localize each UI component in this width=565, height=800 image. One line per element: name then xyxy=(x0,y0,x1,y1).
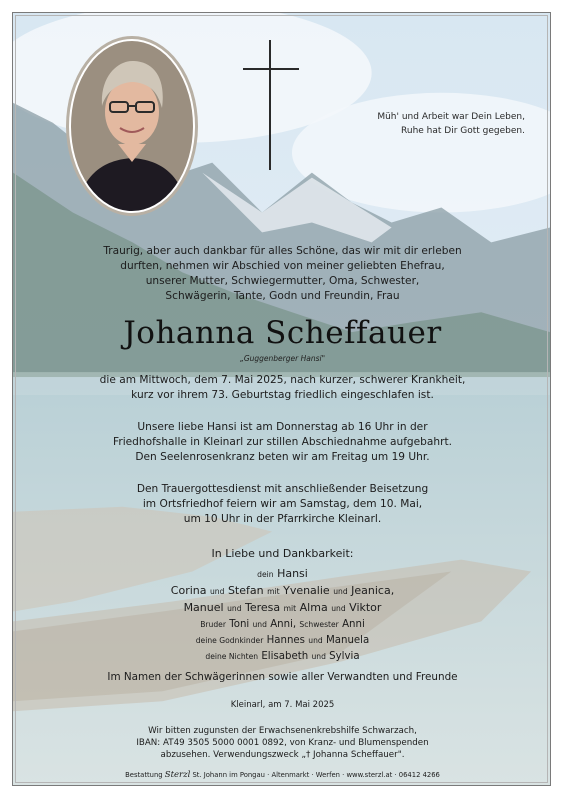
connector: und xyxy=(331,604,346,613)
connector: mit xyxy=(283,604,297,613)
husband-prefix: dein xyxy=(257,570,274,579)
funeral-home-logo: Sterzl xyxy=(164,770,191,780)
death-line: kurz vor ihrem 73. Geburtstag friedlich eingeschlafen ist. xyxy=(131,389,434,401)
relation-label: Schwester xyxy=(299,620,339,629)
footer-label: Bestattung xyxy=(125,771,163,779)
viewing-line: Unsere liebe Hansi ist am Donnerstag ab 16 Uhr in der xyxy=(137,421,428,433)
mourner-name: Toni xyxy=(229,619,250,630)
donation-line: IBAN: AT49 3505 5000 0001 0892, von Kranz- und Blumenspenden xyxy=(136,738,429,748)
mourner-name: Stefan xyxy=(227,584,264,597)
footer-text: St. Johann im Pongau · Altenmarkt · Werfen · www.sterzl.at · 06412 4266 xyxy=(192,771,440,779)
donation-line: abzusehen. Verwendungszweck „† Johanna Scheffauer". xyxy=(160,750,405,760)
service-line: im Ortsfriedhof feiern wir am Samstag, dem 10. Mai, xyxy=(142,498,423,510)
intro-line: unserer Mutter, Schwiegermutter, Oma, Schwester, xyxy=(145,275,420,287)
mourner-name: Anni, xyxy=(270,619,297,630)
mourner-row-nieces xyxy=(20,649,545,665)
viewing-line: Den Seelenrosenkranz beten wir am Freitag um 19 Uhr. xyxy=(135,451,430,463)
connector: und xyxy=(252,620,267,629)
connector: und xyxy=(311,652,326,661)
intro-text xyxy=(30,244,535,304)
mourners-heading: In Liebe und Dankbarkeit: xyxy=(211,547,354,560)
mourner-name: Anni xyxy=(342,619,365,630)
connector: und xyxy=(227,604,242,613)
mourners-closing: Im Namen der Schwägerinnen sowie aller Verwandten und Freunde xyxy=(107,671,458,683)
connector: mit xyxy=(267,587,280,596)
mourner-name: Manuel xyxy=(183,601,224,614)
donation-line: Wir bitten zugunsten der Erwachsenenkrebshilfe Schwarzach, xyxy=(148,726,417,736)
connector: und xyxy=(333,587,348,596)
mourner-row-children-2 xyxy=(20,600,545,617)
funeral-home-footer xyxy=(0,770,565,780)
service-text xyxy=(30,482,535,527)
portrait-photo xyxy=(66,36,198,216)
death-line: die am Mittwoch, dem 7. Mai 2025, nach kurzer, schwerer Krankheit, xyxy=(99,374,466,386)
mourner-name: Hannes xyxy=(266,635,305,646)
intro-line: Traurig, aber auch dankbar für alles Schöne, das wir mit dir erleben xyxy=(103,245,462,257)
mourner-row-husband xyxy=(20,566,545,583)
mourner-name: Alma xyxy=(299,601,328,614)
place-date: Kleinarl, am 7. Mai 2025 xyxy=(230,700,335,710)
mourner-name: Yvenalie xyxy=(283,584,330,597)
relation-label: Bruder xyxy=(200,620,226,629)
mourner-name: Sylvia xyxy=(329,651,360,662)
motto-line: Müh' und Arbeit war Dein Leben, xyxy=(377,112,525,122)
motto xyxy=(377,110,525,138)
viewing-line: Friedhofshalle in Kleinarl zur stillen Abschiednahme aufgebahrt. xyxy=(113,436,452,448)
relation-label: deine Godnkinder xyxy=(195,636,264,645)
husband-name: Hansi xyxy=(277,567,308,580)
donation-note xyxy=(0,725,565,761)
service-line: um 10 Uhr in der Pfarrkirche Kleinarl. xyxy=(183,513,382,525)
viewing-text xyxy=(30,420,535,465)
mourner-name: Manuela xyxy=(325,635,370,646)
mourners-list xyxy=(20,546,545,685)
mourner-row-godchildren xyxy=(20,633,545,649)
connector: und xyxy=(209,587,225,596)
cross-icon xyxy=(243,40,299,170)
intro-line: durften, nehmen wir Abschied von meiner geliebten Ehefrau, xyxy=(120,260,445,272)
relation-label: deine Nichten xyxy=(205,652,259,661)
mourner-name: Jeanica, xyxy=(351,584,395,597)
mourner-row-siblings xyxy=(20,617,545,633)
nickname: „Guggenberger Hansi" xyxy=(239,354,326,363)
intro-line: Schwägerin, Tante, Godn und Freundin, Frau xyxy=(165,290,400,302)
service-line: Den Trauergottesdienst mit anschließender Beisetzung xyxy=(136,483,429,495)
mourner-name: Viktor xyxy=(349,601,382,614)
mourner-name: Elisabeth xyxy=(261,651,309,662)
death-text xyxy=(30,373,535,403)
deceased-name: Johanna Scheffauer xyxy=(123,315,442,351)
mourner-row-children-1 xyxy=(20,583,545,600)
connector: und xyxy=(308,636,323,645)
mourner-name: Corina xyxy=(170,584,207,597)
mourner-name: Teresa xyxy=(245,601,281,614)
motto-line: Ruhe hat Dir Gott gegeben. xyxy=(401,126,525,136)
